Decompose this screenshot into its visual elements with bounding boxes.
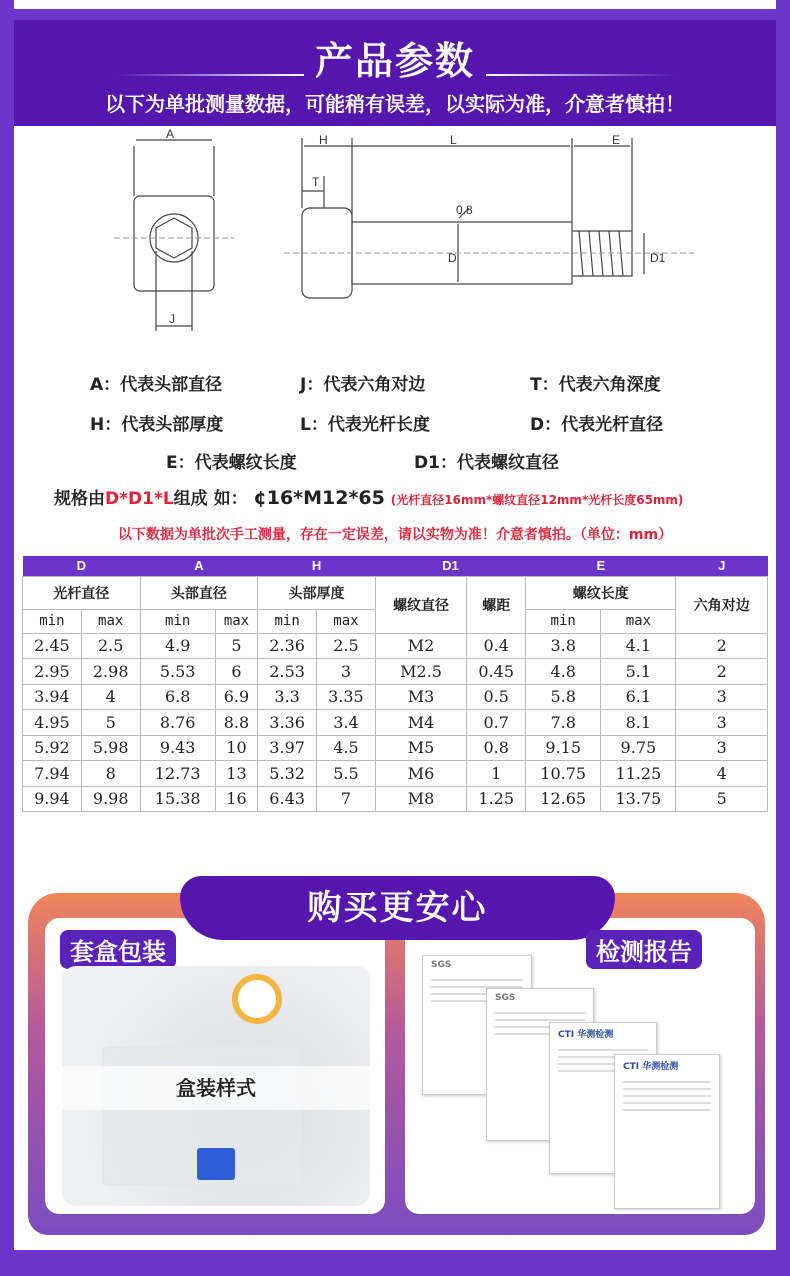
screw-diagram xyxy=(14,126,776,356)
doc-logo: SGS xyxy=(431,960,452,970)
label-H: H xyxy=(319,133,328,147)
table-cell: 4.1 xyxy=(601,633,676,659)
table-cell: 9.15 xyxy=(526,735,601,761)
spec-formula xyxy=(54,484,683,509)
table-cell: 1 xyxy=(467,761,526,787)
table-cell: 3.36 xyxy=(258,710,317,736)
table-row xyxy=(23,659,768,685)
legend-E: E：代表螺纹长度 xyxy=(166,453,297,473)
table-cell: M4 xyxy=(375,710,467,736)
spec-table xyxy=(22,556,768,812)
legend-D: D：代表光杆直径 xyxy=(530,415,664,435)
table-cell: 7.8 xyxy=(526,710,601,736)
table-cell: 11.25 xyxy=(601,761,676,787)
table-cell: 0.45 xyxy=(467,659,526,685)
table-cell: 16 xyxy=(215,786,257,812)
max-label: max xyxy=(317,609,376,633)
table-cell: M6 xyxy=(375,761,467,787)
table-cell: 6.1 xyxy=(601,684,676,710)
table-cell: 4 xyxy=(81,684,140,710)
table-cell: 4.95 xyxy=(23,710,82,736)
min-label: min xyxy=(23,609,82,633)
table-cell: 8.8 xyxy=(215,710,257,736)
table-cell: 8.1 xyxy=(601,710,676,736)
spec-explain: (光杆直径16mm*螺纹直径12mm*光杆长度65mm) xyxy=(390,493,684,507)
table-cell: 3.97 xyxy=(258,735,317,761)
label-D: D xyxy=(448,251,457,265)
table-cell: 0.5 xyxy=(467,684,526,710)
legend-L: L：代表光杆长度 xyxy=(300,415,430,435)
doc-logo: SGS xyxy=(495,993,516,1003)
table-cell: 3 xyxy=(676,710,768,736)
photo-caption: 盒装样式 xyxy=(62,1066,370,1110)
table-cell: 0.4 xyxy=(467,633,526,659)
table-cell: 10.75 xyxy=(526,761,601,787)
table-cell: 3 xyxy=(317,659,376,685)
table-cell: 2 xyxy=(676,659,768,685)
measurement-note: 以下数据为单批次手工测量，存在一定误差，请以实物为准！介意者慎拍。（单位：mm） xyxy=(117,527,673,543)
doc-logo: CTI 华测检测 xyxy=(623,1062,679,1072)
label-A: A xyxy=(166,127,175,141)
table-cell: 4.9 xyxy=(140,633,215,659)
table-cell: 1.25 xyxy=(467,786,526,812)
table-cell: 3.35 xyxy=(317,684,376,710)
divider xyxy=(486,74,676,76)
spec-example: ¢16*M12*65 xyxy=(253,487,385,509)
section-title: 产品参数 xyxy=(314,39,475,83)
spec-formula-text: D*D1*L xyxy=(105,489,174,509)
packaging-label: 套盒包装 xyxy=(60,930,176,969)
table-row xyxy=(23,786,768,812)
max-label: max xyxy=(81,609,140,633)
max-label: max xyxy=(601,609,676,633)
table-cell: 5 xyxy=(676,786,768,812)
table-cell: 5.98 xyxy=(81,735,140,761)
header-thread-diameter: 螺纹直径 xyxy=(375,576,467,633)
table-cell: 8.76 xyxy=(140,710,215,736)
table-cell: 2.5 xyxy=(317,633,376,659)
table-cell: 9.94 xyxy=(23,786,82,812)
table-row xyxy=(23,710,768,736)
table-cell: 3 xyxy=(676,684,768,710)
table-cell: 9.75 xyxy=(601,735,676,761)
table-cell: M8 xyxy=(375,786,467,812)
header-hex-size: 六角对边 xyxy=(676,576,768,633)
table-cell: 5.53 xyxy=(140,659,215,685)
table-cell: 2.36 xyxy=(258,633,317,659)
table-cell: 5.5 xyxy=(317,761,376,787)
legend-A: A：代表头部直径 xyxy=(90,375,223,395)
table-cell: 3.94 xyxy=(23,684,82,710)
table-cell: 6.8 xyxy=(140,684,215,710)
table-cell: M3 xyxy=(375,684,467,710)
header-shaft-diameter: 光杆直径 xyxy=(23,576,141,609)
label-J: J xyxy=(169,312,175,326)
col-J: J xyxy=(676,556,768,576)
table-cell: 2 xyxy=(676,633,768,659)
report-doc xyxy=(614,1054,720,1209)
table-cell: 12.73 xyxy=(140,761,215,787)
header-head-diameter: 头部直径 xyxy=(140,576,258,609)
boxed-product-photo xyxy=(62,966,370,1206)
legend-H: H：代表头部厚度 xyxy=(90,415,224,435)
table-cell: 2.98 xyxy=(81,659,140,685)
col-E: E xyxy=(526,556,676,576)
min-label: min xyxy=(258,609,317,633)
table-row xyxy=(23,735,768,761)
table-cell: 3.3 xyxy=(258,684,317,710)
col-A: A xyxy=(140,556,258,576)
table-cell: 13 xyxy=(215,761,257,787)
table-cell: 3.8 xyxy=(526,633,601,659)
table-cell: 5 xyxy=(81,710,140,736)
col-D1: D1 xyxy=(375,556,525,576)
header-head-thickness: 头部厚度 xyxy=(258,576,376,609)
col-D: D xyxy=(23,556,141,576)
max-label: max xyxy=(215,609,257,633)
label-D1: D1 xyxy=(650,251,666,265)
table-cell: 2.5 xyxy=(81,633,140,659)
table-row xyxy=(23,684,768,710)
table-cell: 3.4 xyxy=(317,710,376,736)
table-cell: 4 xyxy=(676,761,768,787)
table-cell: 2.45 xyxy=(23,633,82,659)
table-cell: 0.7 xyxy=(467,710,526,736)
table-cell: 7 xyxy=(317,786,376,812)
section-header xyxy=(14,20,776,126)
table-cell: M2 xyxy=(375,633,467,659)
table-cell: 5 xyxy=(215,633,257,659)
top-strip xyxy=(14,0,776,9)
table-cell: 4.8 xyxy=(526,659,601,685)
header-pitch: 螺距 xyxy=(467,576,526,633)
table-cell: 2.95 xyxy=(23,659,82,685)
legend-J: J：代表六角对边 xyxy=(300,375,426,395)
table-cell: 5.92 xyxy=(23,735,82,761)
table-cell: 6.9 xyxy=(215,684,257,710)
table-row xyxy=(23,761,768,787)
table-cell: 5.8 xyxy=(526,684,601,710)
table-cell: 13.75 xyxy=(601,786,676,812)
doc-logo: CTI 华测检测 xyxy=(558,1030,614,1040)
table-cell: 0.8 xyxy=(467,735,526,761)
table-cell: 9.43 xyxy=(140,735,215,761)
section-subtitle: 以下为单批测量数据，可能稍有误差，以实际为准，介意者慎拍！ xyxy=(105,92,685,116)
table-cell: M2.5 xyxy=(375,659,467,685)
table-cell: 8 xyxy=(81,761,140,787)
table-top-header xyxy=(23,556,768,576)
label-T: T xyxy=(312,175,320,189)
table-cell: 5.1 xyxy=(601,659,676,685)
legend-D1: D1：代表螺纹直径 xyxy=(414,453,559,473)
caliper-dial xyxy=(232,974,282,1024)
col-H: H xyxy=(258,556,376,576)
table-cell: 6.43 xyxy=(258,786,317,812)
assurance-title: 购买更安心 xyxy=(180,876,615,940)
min-label: min xyxy=(526,609,601,633)
table-cell: 6 xyxy=(215,659,257,685)
table-row xyxy=(23,633,768,659)
spec-suffix: 组成 如： xyxy=(173,489,248,509)
table-cell: 9.98 xyxy=(81,786,140,812)
label-E: E xyxy=(612,133,621,147)
label-roughness: 0.8 xyxy=(456,203,473,217)
label-L: L xyxy=(450,133,457,147)
table-cell: 2.53 xyxy=(258,659,317,685)
table-cell: 7.94 xyxy=(23,761,82,787)
box-latch xyxy=(197,1148,235,1180)
header-thread-length: 螺纹长度 xyxy=(526,576,676,609)
report-label: 检测报告 xyxy=(586,930,702,969)
table-cell: 5.32 xyxy=(258,761,317,787)
table-cell: 12.65 xyxy=(526,786,601,812)
table-cell: 10 xyxy=(215,735,257,761)
table-cell: M5 xyxy=(375,735,467,761)
table-cell: 3 xyxy=(676,735,768,761)
min-label: min xyxy=(140,609,215,633)
legend-T: T：代表六角深度 xyxy=(530,375,661,395)
spec-prefix: 规格由 xyxy=(54,489,105,509)
table-cell: 4.5 xyxy=(317,735,376,761)
table-cell: 15.38 xyxy=(140,786,215,812)
table-group-header xyxy=(23,576,768,609)
